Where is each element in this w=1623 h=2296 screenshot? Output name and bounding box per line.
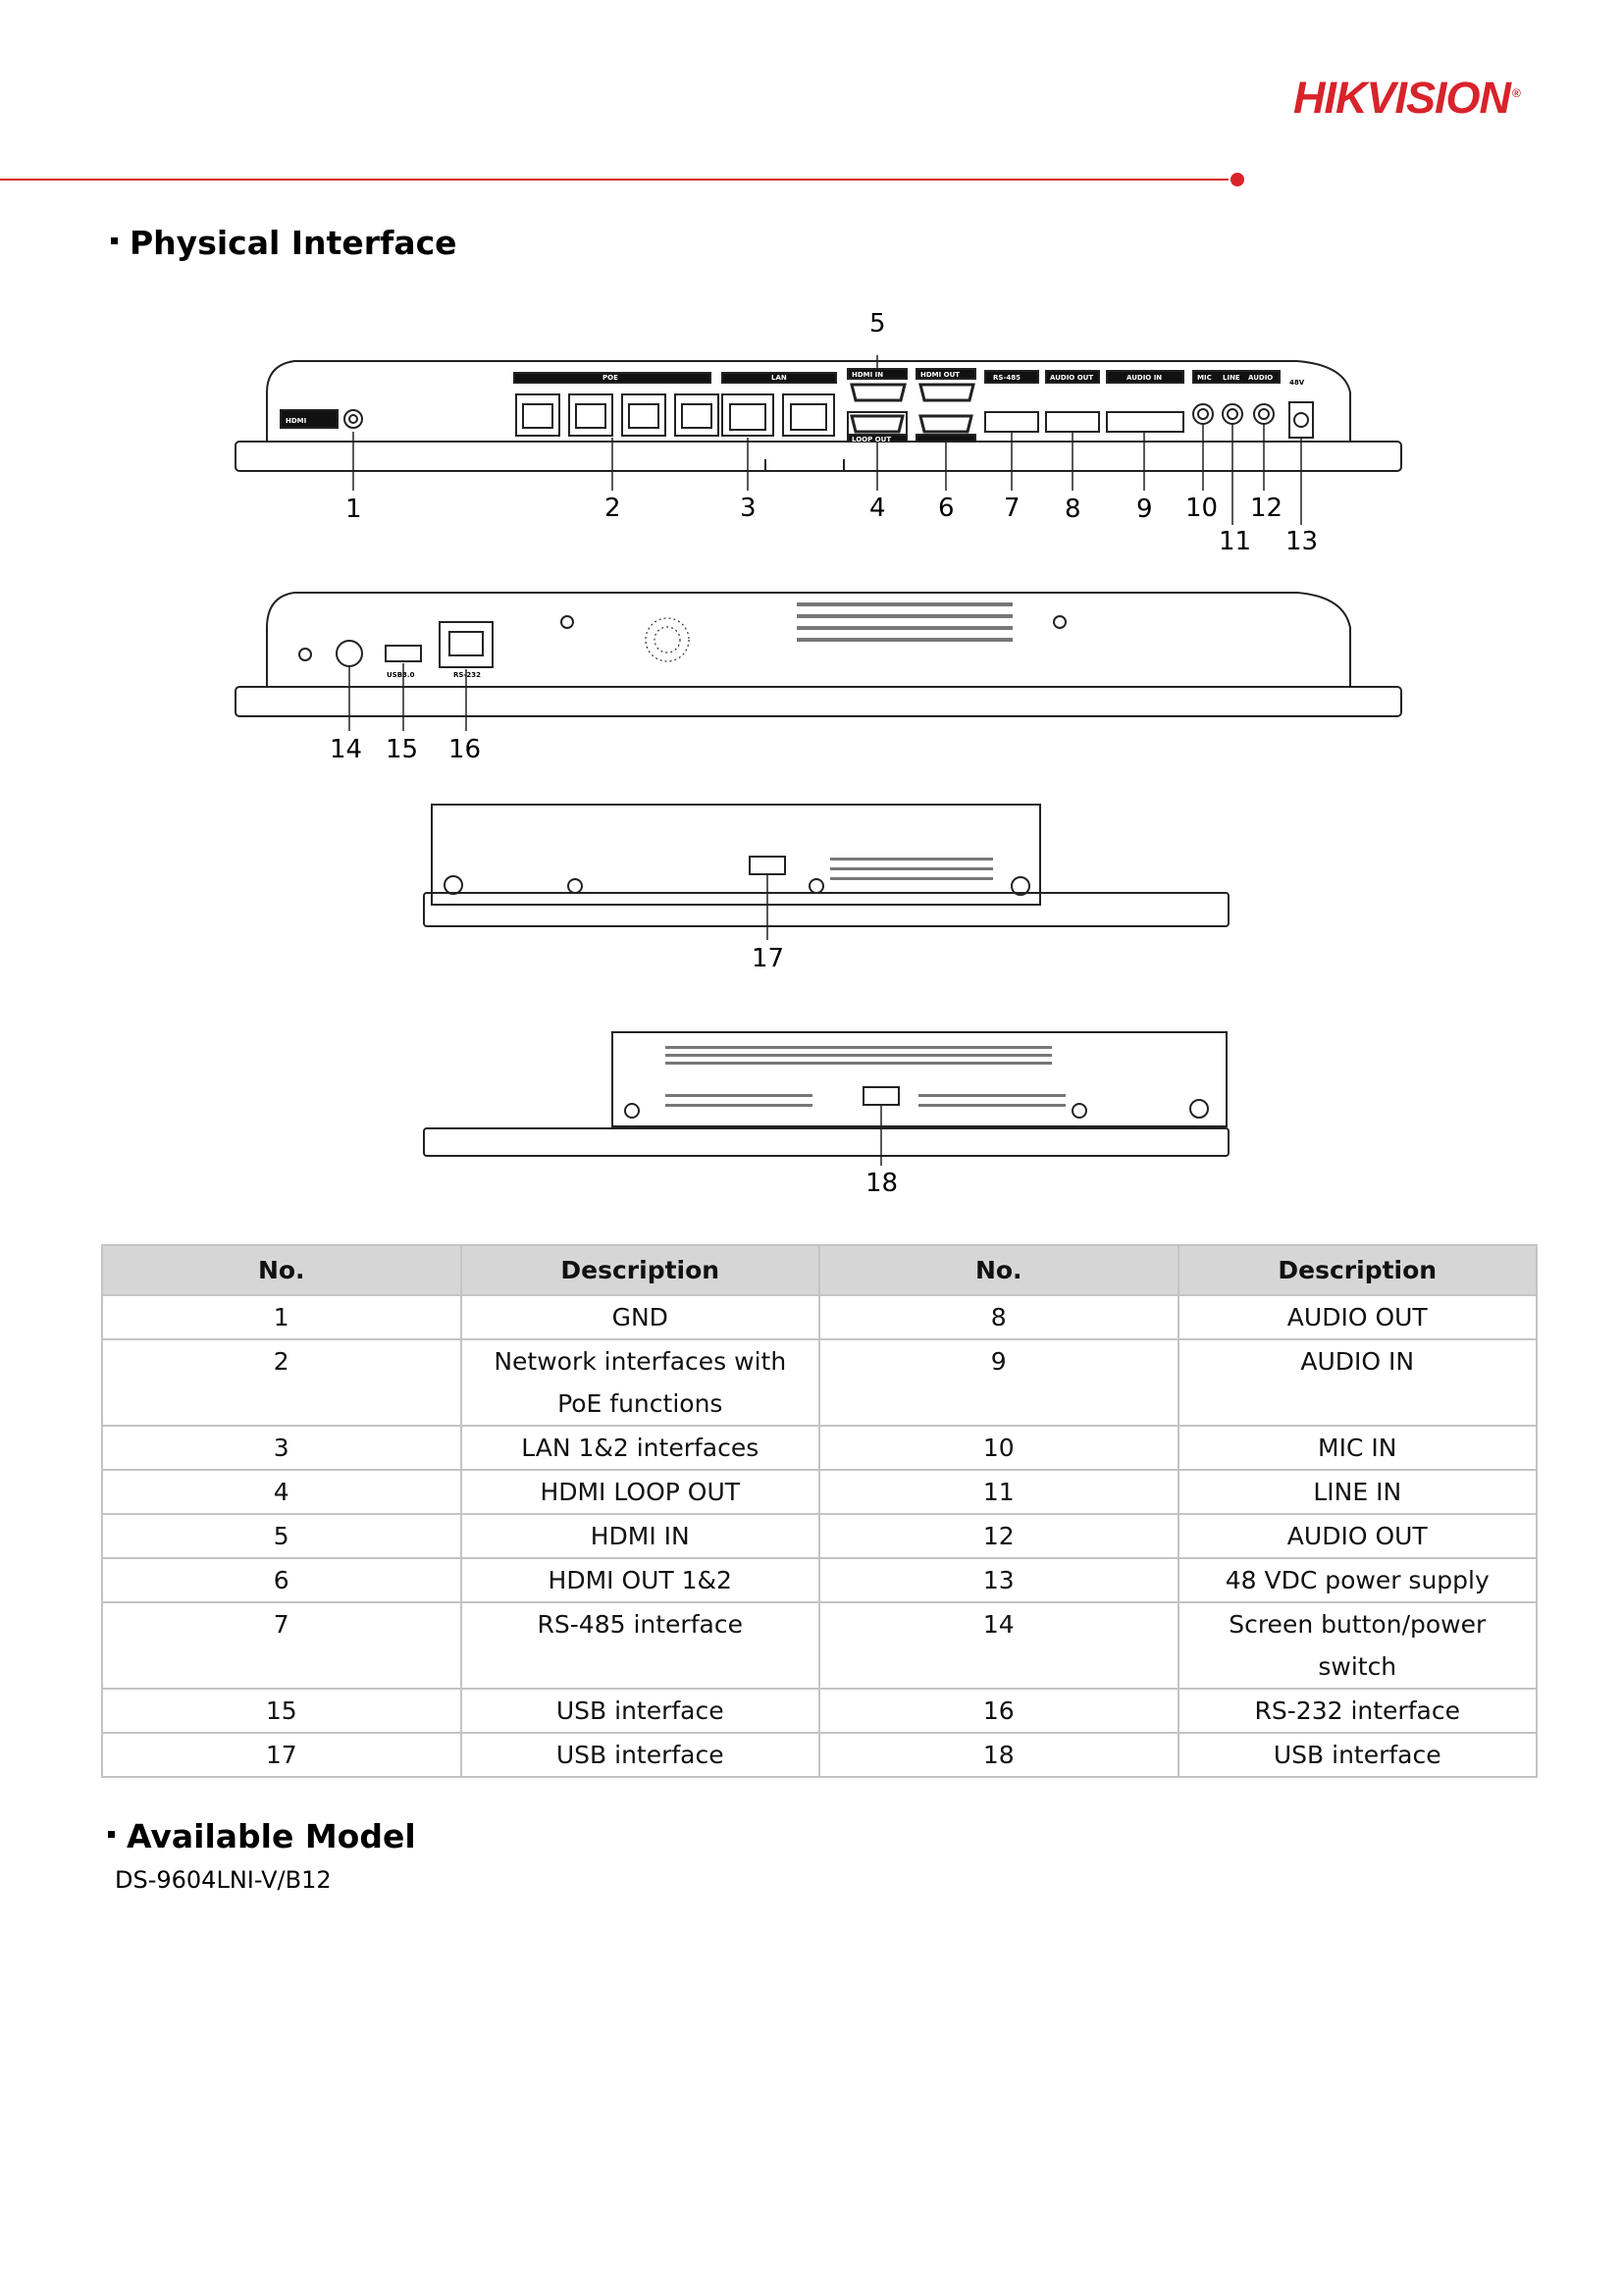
table-row bbox=[102, 1295, 1537, 1339]
model-name: DS-9604LNI-V/B12 bbox=[115, 1866, 332, 1894]
header-description-2: Description bbox=[1178, 1245, 1538, 1295]
label-audio: AUDIO bbox=[1248, 374, 1274, 382]
label-usb3: USB3.0 bbox=[387, 671, 415, 679]
label-hdmi-out: HDMI OUT bbox=[920, 371, 961, 379]
cell-description: RS-232 interface bbox=[1178, 1689, 1538, 1733]
cell-no: 10 bbox=[819, 1426, 1178, 1470]
table-row bbox=[102, 1470, 1537, 1514]
table-row bbox=[102, 1339, 1537, 1426]
cell-description: HDMI LOOP OUT bbox=[461, 1470, 820, 1514]
cell-no: 16 bbox=[819, 1689, 1178, 1733]
cell-description: USB interface bbox=[1178, 1733, 1538, 1777]
cell-description: AUDIO OUT bbox=[1178, 1295, 1538, 1339]
header-no-1: No. bbox=[102, 1245, 461, 1295]
label-loop-out: LOOP OUT bbox=[852, 436, 892, 444]
cell-description: USB interface bbox=[461, 1689, 820, 1733]
available-model-title: Available Model bbox=[108, 1817, 416, 1855]
header-no-2: No. bbox=[819, 1245, 1178, 1295]
cell-no: 8 bbox=[819, 1295, 1178, 1339]
cell-description: HDMI IN bbox=[461, 1514, 820, 1558]
callout-13: 13 bbox=[1285, 527, 1319, 556]
table-header-row bbox=[102, 1245, 1537, 1295]
table-row bbox=[102, 1558, 1537, 1602]
cell-no: 14 bbox=[819, 1602, 1178, 1689]
cell-description: LINE IN bbox=[1178, 1470, 1538, 1514]
label-hdmi-badge: HDMI bbox=[286, 417, 307, 425]
callout-17: 17 bbox=[752, 944, 785, 973]
header-description-1: Description bbox=[461, 1245, 820, 1295]
callout-14: 14 bbox=[330, 735, 363, 764]
cell-no: 3 bbox=[102, 1426, 461, 1470]
table-row bbox=[102, 1733, 1537, 1777]
side-view-usb bbox=[424, 805, 1229, 926]
callout-12: 12 bbox=[1250, 494, 1283, 523]
callout-10: 10 bbox=[1185, 494, 1219, 523]
callout-1: 1 bbox=[345, 495, 362, 524]
label-rs485: RS-485 bbox=[993, 374, 1021, 382]
callout-3: 3 bbox=[740, 494, 757, 523]
label-hdmi-in: HDMI IN bbox=[852, 371, 884, 379]
cell-no: 18 bbox=[819, 1733, 1178, 1777]
callout-15: 15 bbox=[386, 735, 419, 764]
label-mic: MIC bbox=[1197, 374, 1212, 382]
callout-18: 18 bbox=[865, 1169, 899, 1198]
table-row bbox=[102, 1426, 1537, 1470]
cell-no: 12 bbox=[819, 1514, 1178, 1558]
callout-9: 9 bbox=[1136, 495, 1153, 524]
cell-no: 15 bbox=[102, 1689, 461, 1733]
side-view-usb-2 bbox=[424, 1032, 1229, 1156]
cell-no: 6 bbox=[102, 1558, 461, 1602]
callout-16: 16 bbox=[448, 735, 482, 764]
cell-no: 1 bbox=[102, 1295, 461, 1339]
cell-description: Screen button/power switch bbox=[1178, 1602, 1538, 1689]
interface-table bbox=[101, 1244, 1538, 1778]
cell-description: RS-485 interface bbox=[461, 1602, 820, 1689]
cell-no: 2 bbox=[102, 1339, 461, 1426]
callout-7: 7 bbox=[1004, 494, 1021, 523]
cell-no: 13 bbox=[819, 1558, 1178, 1602]
cell-no: 11 bbox=[819, 1470, 1178, 1514]
label-poe: POE bbox=[602, 374, 618, 382]
hikvision-logo: HIKVISION ® bbox=[1293, 73, 1520, 123]
table-row bbox=[102, 1514, 1537, 1558]
label-48v: 48V bbox=[1289, 379, 1305, 387]
cell-description: LAN 1&2 interfaces bbox=[461, 1426, 820, 1470]
label-rs232: RS-232 bbox=[453, 671, 481, 679]
cell-no: 5 bbox=[102, 1514, 461, 1558]
cell-description: Network interfaces with PoE functions bbox=[461, 1339, 820, 1426]
callout-5: 5 bbox=[869, 309, 886, 339]
physical-interface-title: Physical Interface bbox=[111, 224, 457, 262]
cell-description: AUDIO OUT bbox=[1178, 1514, 1538, 1558]
label-line: LINE bbox=[1223, 374, 1240, 382]
cell-no: 4 bbox=[102, 1470, 461, 1514]
callout-8: 8 bbox=[1065, 495, 1081, 524]
table-row bbox=[102, 1689, 1537, 1733]
cell-no: 9 bbox=[819, 1339, 1178, 1426]
cell-description: USB interface bbox=[461, 1733, 820, 1777]
label-audio-out: AUDIO OUT bbox=[1050, 374, 1094, 382]
cell-no: 17 bbox=[102, 1733, 461, 1777]
callout-6: 6 bbox=[938, 494, 955, 523]
label-audio-in: AUDIO IN bbox=[1126, 374, 1163, 382]
cell-description: 48 VDC power supply bbox=[1178, 1558, 1538, 1602]
cell-description: HDMI OUT 1&2 bbox=[461, 1558, 820, 1602]
callout-4: 4 bbox=[869, 494, 886, 523]
poe-ports bbox=[516, 394, 718, 436]
cell-description: GND bbox=[461, 1295, 820, 1339]
callout-2: 2 bbox=[604, 494, 621, 523]
side-view bbox=[236, 593, 1401, 716]
table-row bbox=[102, 1602, 1537, 1689]
callout-11: 11 bbox=[1219, 527, 1252, 556]
cell-description: AUDIO IN bbox=[1178, 1339, 1538, 1426]
cell-description: MIC IN bbox=[1178, 1426, 1538, 1470]
label-lan: LAN bbox=[771, 374, 787, 382]
bullet-icon bbox=[108, 1831, 115, 1838]
cell-no: 7 bbox=[102, 1602, 461, 1689]
